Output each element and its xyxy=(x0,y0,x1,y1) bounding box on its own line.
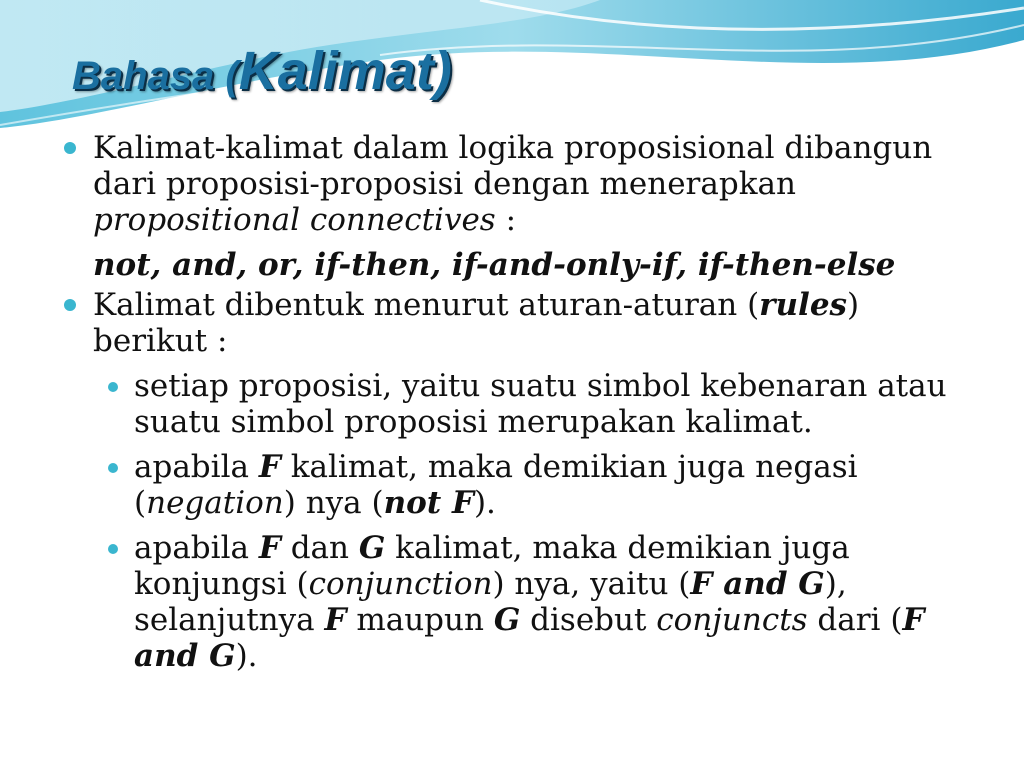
text-fragment: ), xyxy=(824,566,847,602)
bullet-dot-icon xyxy=(108,544,118,554)
variable-G: G xyxy=(358,530,386,566)
italic-term: negation xyxy=(146,485,284,521)
text-fragment: apabila xyxy=(134,530,259,566)
bold-term: and xyxy=(134,638,210,674)
connectives-list: not, and, or, if-then, if-and-only-if, if-then-else xyxy=(93,247,896,283)
italic-term: conjunction xyxy=(308,566,493,602)
bullet-dot-icon xyxy=(64,299,76,311)
text-line xyxy=(134,638,962,674)
text-line: Kalimat-kalimat dalam logika proposisional dibangun xyxy=(93,130,933,166)
bullet-item-1 xyxy=(62,130,962,283)
slide-title xyxy=(72,40,452,102)
text-fragment: dari ( xyxy=(807,602,903,638)
text-fragment: ) nya ( xyxy=(283,485,384,521)
bold-term: and xyxy=(712,566,799,602)
variable-F: F xyxy=(258,449,281,485)
title-main: Kalimat) xyxy=(238,41,452,101)
bullet-item-2 xyxy=(62,287,962,359)
slide-content xyxy=(62,130,962,674)
text-fragment: apabila xyxy=(134,449,259,485)
text-line xyxy=(93,287,962,323)
bullet-dot-icon xyxy=(64,142,76,154)
text-fragment: kalimat, maka demikian juga negasi xyxy=(280,449,858,485)
text-line xyxy=(134,602,962,638)
text-fragment: ( xyxy=(134,485,147,521)
text-fragment: maupun xyxy=(346,602,494,638)
title-prefix: Bahasa ( xyxy=(72,54,239,98)
text-fragment: Kalimat dibentuk menurut aturan-aturan ( xyxy=(93,287,760,323)
text-line xyxy=(134,485,962,521)
text-line xyxy=(134,566,962,602)
text-fragment: ) xyxy=(847,287,860,323)
variable-F: F xyxy=(258,530,281,566)
text-line xyxy=(134,530,962,566)
variable-F: F xyxy=(324,602,347,638)
text-line: berikut : xyxy=(93,323,228,359)
text-line: setiap proposisi, yaitu suatu simbol kebenaran atau xyxy=(134,368,947,404)
text-fragment: ). xyxy=(235,638,258,674)
text-fragment: disebut xyxy=(520,602,657,638)
sub-bullet-item-3 xyxy=(62,530,962,674)
variable-G: G xyxy=(798,566,825,602)
text-fragment: kalimat, maka demikian juga xyxy=(385,530,850,566)
text-line: dari proposisi-proposisi dengan menerapkan xyxy=(93,166,796,202)
italic-term: conjuncts xyxy=(656,602,808,638)
text-fragment: dan xyxy=(280,530,359,566)
sub-bullet-item-2 xyxy=(62,449,962,521)
text-fragment: : xyxy=(495,202,517,238)
text-fragment: konjungsi ( xyxy=(134,566,309,602)
text-line: suatu simbol proposisi merupakan kalimat. xyxy=(134,404,813,440)
italic-term: propositional connectives xyxy=(93,202,496,238)
variable-G: G xyxy=(209,638,236,674)
variable-F: F xyxy=(690,566,713,602)
bold-term: not xyxy=(383,485,452,521)
text-fragment: selanjutnya xyxy=(134,602,325,638)
variable-F: F xyxy=(902,602,925,638)
variable-G: G xyxy=(493,602,521,638)
text-fragment: ) nya, yaitu ( xyxy=(492,566,691,602)
text-line xyxy=(134,449,962,485)
bold-term: rules xyxy=(759,287,847,323)
variable-F: F xyxy=(451,485,474,521)
sub-bullet-item-1 xyxy=(62,368,962,440)
bullet-dot-icon xyxy=(108,463,118,473)
text-line xyxy=(93,202,962,238)
bullet-dot-icon xyxy=(108,382,118,392)
text-fragment: ). xyxy=(473,485,496,521)
